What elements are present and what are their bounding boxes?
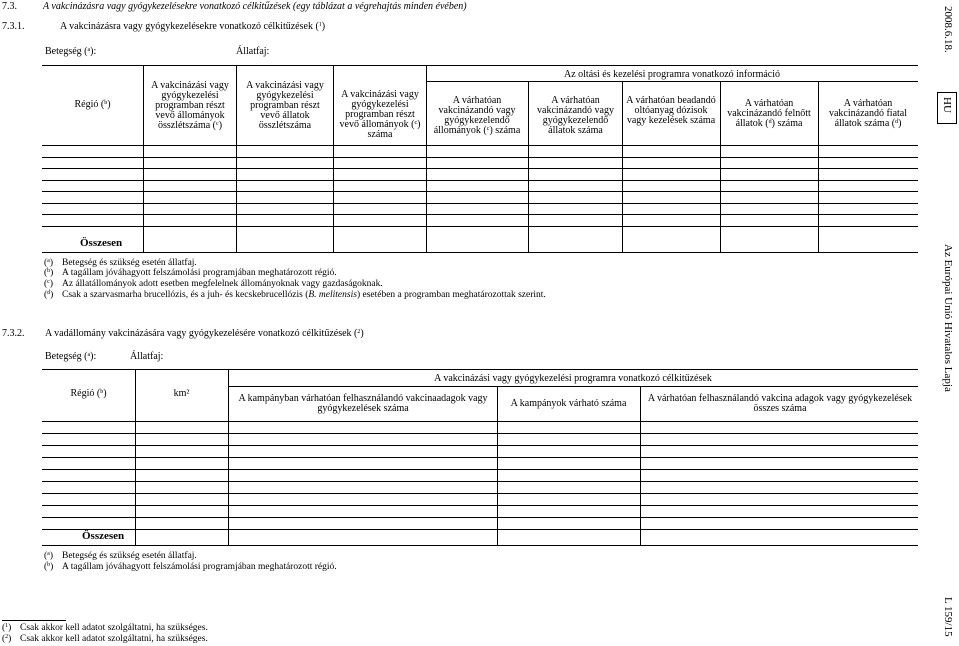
table2-header-campaigns: A kampányok várható száma <box>510 398 627 409</box>
footnote-text: Betegség és szükség esetén állatfaj. <box>62 258 197 268</box>
table1-header-young-animals: A várhatóan vakcinázandó fiatal állatok száma ($^d$) <box>828 98 907 129</box>
footnote: ($^a$) <box>44 551 54 561</box>
subsection-title: A vakcinázásra vagy gyógykezelésekre vonatkozó célkitűzések ($^1$) <box>60 21 326 32</box>
footnote-text: A tagállam jóváhagyott felszámolási programjában meghatározott régió. <box>62 562 337 572</box>
table2-header-total-doses: A várhatóan felhasználandó vakcina adagok vagy gyógykezelések összes száma <box>647 393 913 414</box>
table1-header-animals-to-vaccinate: A várhatóan vakcinázandó vagy gyógykezelendő állatok száma <box>537 95 614 136</box>
species-label: Állatfaj: <box>236 46 270 57</box>
subsection-number: 7.3.1. <box>2 21 25 32</box>
species2-label: Állatfaj: <box>130 351 164 362</box>
publication-date: 2008.6.18. <box>942 6 954 53</box>
footnote: ($^1$) <box>2 623 12 633</box>
section-title: A vakcinázásra vagy gyógykezelésekre vonatkozó célkitűzések (egy táblázat a végrehajtás minden évében) <box>43 1 467 12</box>
table1-header-doses: A várhatóan beadandó oltóanyag dózisok vagy kezelések száma <box>626 95 716 126</box>
disease-label: Betegség ($^a$): <box>45 46 97 57</box>
footnote-separator <box>2 620 66 621</box>
footnote-text: Csak a szarvasmarha brucellózis, és a juh- és kecskebrucellózis (B. melitensis) esetében a programban meghatározottak szerint. <box>62 290 546 300</box>
table2-header-region: Régió ($^b$) <box>70 388 107 399</box>
table1-header-total-herds: A vakcinázási vagy gyógykezelési programban részt vevő állományok összlétszáma ($^c$) <box>151 80 229 131</box>
section-number: 7.3. <box>2 1 17 12</box>
table1-header-adult-animals: A várhatóan vakcinázandó felnőtt állatok ($^d$) száma <box>727 98 811 129</box>
footnote-text: Csak akkor kell adatot szolgáltatni, ha szükséges. <box>20 634 208 644</box>
table1-header-region: Régió ($^b$) <box>74 99 111 110</box>
table1-header-herds-to-vaccinate: A várhatóan vakcinázandó vagy gyógykezelendő állományok ($^c$) száma <box>433 95 521 136</box>
table1-header-total-animals: A vakcinázási vagy gyógykezelési programban részt vevő állatok összlétszáma <box>246 80 324 131</box>
footnote: ($^b$) <box>44 268 54 278</box>
footnote-text: Betegség és szükség esetén állatfaj. <box>62 551 197 561</box>
table1-total-label: Összesen <box>80 237 123 249</box>
table1-header-herds-in-program: A vakcinázási vagy gyógykezelési programban részt vevő állományok ($^c$) száma <box>339 89 421 140</box>
footnote-text: Az állatállományok adott esetben megfelelnek állományoknak vagy gazdaságoknak. <box>62 279 383 289</box>
page-reference: L 159/15 <box>942 597 954 637</box>
language-code: HU <box>941 97 953 113</box>
disease2-label: Betegség ($^a$): <box>45 351 97 362</box>
section2-title: A vadállomány vakcinázására vagy gyógykezelésére vonatkozó célkitűzések ($^2$) <box>45 328 364 339</box>
section2-number: 7.3.2. <box>2 328 25 339</box>
table2-header-km2: km² <box>173 388 190 399</box>
footnote: ($^a$) <box>44 258 54 268</box>
table2-group-header: A vakcinázási vagy gyógykezelési programra vonatkozó célkitűzések <box>434 373 712 384</box>
footnote: ($^d$) <box>44 290 54 300</box>
footnote-text: Csak akkor kell adatot szolgáltatni, ha szükséges. <box>20 623 208 633</box>
table2-header-doses-per-campaign: A kampányban várhatóan felhasználandó vakcinaadagok vagy gyógykezelések száma <box>238 393 488 414</box>
table2-total-label: Összesen <box>82 530 125 542</box>
journal-name: Az Európai Unió Hivatalos Lapja <box>942 244 954 392</box>
footnote-text: A tagállam jóváhagyott felszámolási programjában meghatározott régió. <box>62 268 337 278</box>
footnote: ($^2$) <box>2 634 12 644</box>
footnote: ($^c$) <box>44 279 54 289</box>
footnote: ($^b$) <box>44 562 54 572</box>
table1-group-header: Az oltási és kezelési programra vonatkozó információ <box>563 69 781 80</box>
